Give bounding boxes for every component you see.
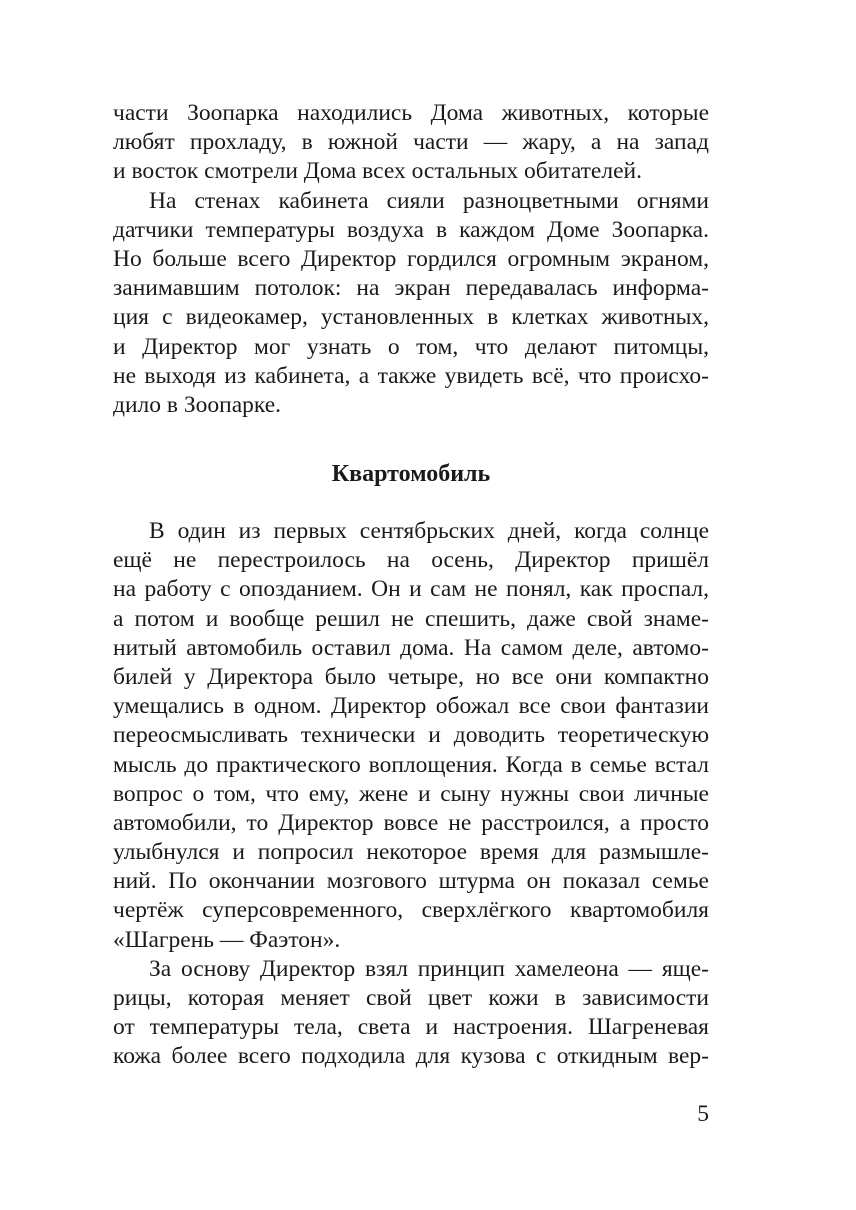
text-line: ещё не перестроилось на осень, Директор пришёл (113, 547, 709, 574)
text-line: переосмысливать технически и доводить теоретическую (113, 722, 709, 749)
text-block-body (113, 517, 709, 1072)
text-line: занимавшим потолок: на экран передавалась информа- (113, 275, 709, 302)
text-line: рицы, которая меняет свой цвет кожи в зависимости (113, 985, 709, 1011)
text-line: не выходя из кабинета, а также увидеть всё, что происхо- (113, 362, 709, 389)
text-line: «Шагрень — Фаэтон». (113, 926, 341, 953)
text-line: части Зоопарка находились Дома животных, которые (113, 100, 709, 126)
text-line: ний. По окончании мозгового штурма он показал семье (113, 868, 709, 895)
text-line: любят прохладу, в южной части — жару, а на запад (113, 129, 709, 156)
chapter-heading: Квартомобиль (331, 461, 491, 487)
text-line: умещались в одном. Директор обожал все свои фантазии (113, 693, 709, 720)
text-line: На стенах кабинета сияли разноцветными огнями (149, 187, 709, 214)
text-line: кожа более всего подходила для кузова с откидным вер- (113, 1043, 709, 1070)
text-line: нитый автомобиль оставил дома. На самом деле, автомо- (113, 634, 709, 661)
text-line: Но больше всего Директор гордился огромным экраном, (113, 245, 709, 272)
text-block-top (113, 99, 709, 420)
text-line: мысль до практического воплощения. Когда в семье встал (113, 751, 709, 778)
text-line: датчики температуры воздуха в каждом Доме Зоопарка. (113, 216, 709, 243)
text-line: и восток смотрели Дома всех остальных обитателей. (113, 158, 642, 185)
text-line: от температуры тела, света и настроения. Шагреневая (113, 1014, 709, 1041)
text-line: чертёж суперсовременного, сверхлёгкого квартомобиля (113, 897, 709, 924)
text-line: вопрос о том, что ему, жене и сыну нужны свои личные (113, 780, 709, 807)
text-line: на работу с опозданием. Он и сам не понял, как проспал, (113, 576, 709, 603)
page-number: 5 (697, 1101, 709, 1127)
text-line: автомобили, то Директор вовсе не расстроился, а просто (113, 809, 709, 836)
text-line: а потом и вообще решил не спешить, даже свой знаме- (113, 605, 709, 632)
text-line: дило в Зоопарке. (113, 391, 282, 418)
text-line: В один из первых сентябрьских дней, когда солнце (149, 518, 709, 544)
text-line: билей у Директора было четыре, но все они компактно (113, 663, 709, 690)
text-line: За основу Директор взял принцип хамелеона — яще- (149, 955, 709, 982)
text-line: улыбнулся и попросил некоторое время для размышле- (113, 839, 709, 866)
text-line: и Директор мог узнать о том, что делают питомцы, (113, 333, 709, 360)
text-line: ция с видеокамер, установленных в клетках животных, (113, 304, 709, 331)
